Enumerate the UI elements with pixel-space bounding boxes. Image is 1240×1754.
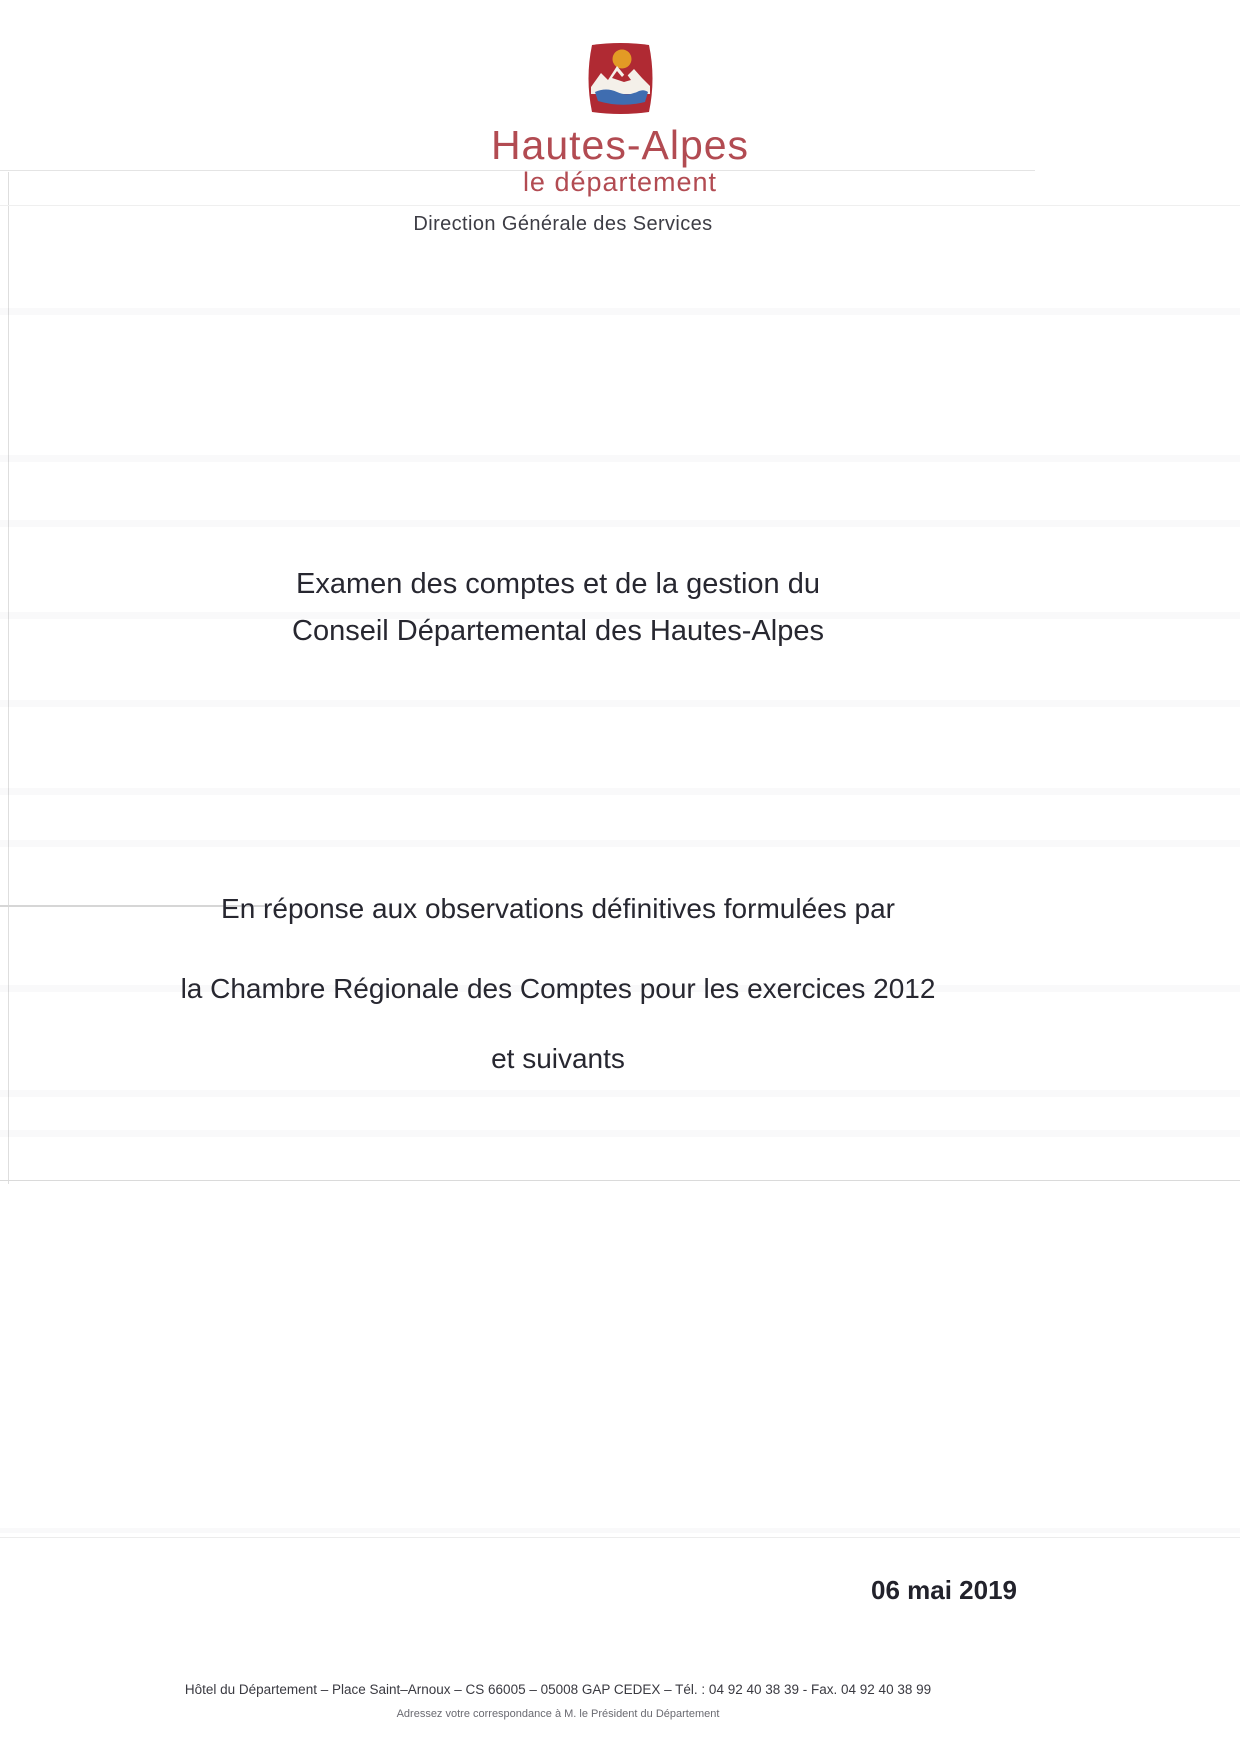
scan-noise-band [0,788,1240,795]
scan-noise-band [0,520,1240,527]
footer-address: Hôtel du Département – Place Saint–Arnoux – CS 66005 – 05008 GAP CEDEX – Tél. : 04 92 40 38 39 - Fax. 04 92 40 38 99 [184,1682,932,1697]
department-logo-block [0,42,1240,198]
scan-noise-band [0,1130,1240,1137]
scan-noise-band [0,1090,1240,1097]
document-title-line2: Conseil Départemental des Hautes-Alpes [292,615,824,647]
document-subtitle-line2: la Chambre Régionale des Comptes pour les exercices 2012 [180,973,936,1004]
scan-noise-band [0,1528,1240,1533]
scan-noise-band [0,700,1240,707]
document-subtitle-line3: et suivants [491,1043,625,1074]
scan-noise-band [0,308,1240,315]
scan-noise-band [0,455,1240,462]
brand-tagline: le département [522,167,718,197]
footer-correspondence-note: Adressez votre correspondance à M. le Président du Département [396,1708,720,1720]
scan-noise-band [0,840,1240,847]
brand-name: Hautes-Alpes [490,122,750,168]
scan-artifact-line [0,1180,1240,1181]
sun-icon [612,50,631,69]
scan-artifact-vertical-line [8,172,9,1184]
hautes-alpes-logo-icon [586,42,655,115]
service-label: Direction Générale des Services [413,213,713,235]
scan-artifact-line [0,205,1240,206]
document-date: 06 mai 2019 [870,1575,1017,1605]
document-subtitle-line1: En réponse aux observations définitives formulées par [221,893,895,924]
document-title-line1: Examen des comptes et de la gestion du [296,568,820,600]
scan-artifact-line [0,1537,1240,1538]
